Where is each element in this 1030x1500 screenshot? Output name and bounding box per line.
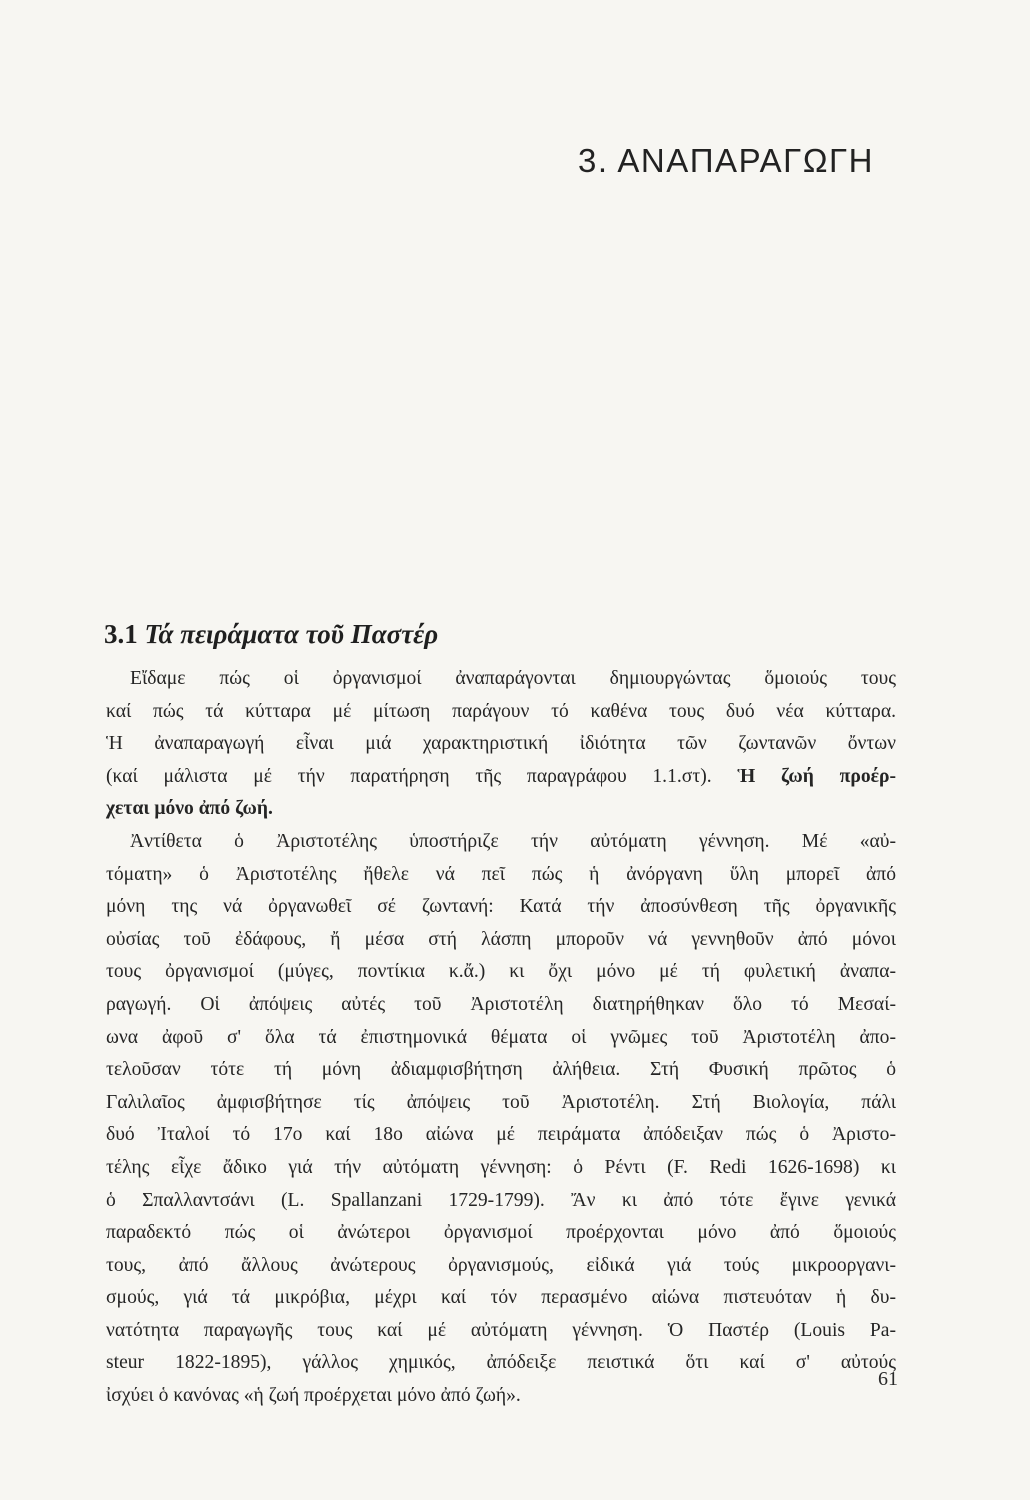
text-line: νατότητα παραγωγῆς τους καί μέ αὐτόματη γέννηση. Ὁ Παστέρ (Louis Pa- [106, 1319, 896, 1341]
text-line: παραδεκτό πώς οἱ ἀνώτεροι ὀργανισμοί προέρχονται μόνο ἀπό ὅμοιούς [106, 1222, 896, 1244]
text-line [106, 761, 896, 794]
section-heading [104, 619, 438, 650]
text-line: σμούς, γιά τά μικρόβια, μέχρι καί τόν περασμένο αἰώνα πιστευόταν ἡ δυ- [106, 1287, 896, 1309]
text-line: τελοῦσαν τότε τή μόνη ἀδιαμφισβήτηση ἀλήθεια. Στή Φυσική πρῶτος ὁ [106, 1059, 896, 1081]
page-number: 61 [878, 1368, 898, 1390]
text-line: τους ὀργανισμοί (μύγες, ποντίκια κ.ἄ.) κι ὄχι μόνο μέ τή φυλετική ἀναπα- [106, 961, 896, 983]
text-line: Γαλιλαῖος ἀμφισβήτησε τίς ἀπόψεις τοῦ Ἀριστοτέλη. Στή Βιολογία, πάλι [106, 1091, 896, 1113]
text-line: τους, ἀπό ἄλλους ἀνώτερους ὀργανισμούς, εἰδικά γιά τούς μικροοργανι- [106, 1254, 896, 1276]
text-line: καί πώς τά κύτταρα μέ μίτωση παράγουν τό καθένα τους δυό νέα κύτταρα. [106, 700, 896, 722]
text-line: ὁ Σπαλλαντσάνι (L. Spallanzani 1729-1799). Ἄν κι ἀπό τότε ἔγινε γενικά [106, 1189, 896, 1211]
text-line: Ἀντίθετα ὁ Ἀριστοτέλης ὑποστήριζε τήν αὐτόματη γέννηση. Μέ «αὐ- [130, 830, 896, 852]
section-title-text: Τά πειράματα τοῦ Παστέρ [144, 619, 439, 649]
text-line: Ἡ ἀναπαραγωγή εἶναι μιά χαρακτηριστική ἰδιότητα τῶν ζωντανῶν ὄντων [106, 733, 896, 755]
text-line: τέλης εἶχε ἄδικο γιά τήν αὐτόματη γέννηση: ὁ Ρέντι (F. Redi 1626-1698) κι [106, 1156, 896, 1178]
text-line: ραγωγή. Οἱ ἀπόψεις αὐτές τοῦ Ἀριστοτέλη διατηρήθηκαν ὅλο τό Μεσαί- [106, 993, 896, 1015]
text-line: ἰσχύει ὁ κανόνας «ἡ ζωή προέρχεται μόνο ἀπό ζωή». [106, 1385, 521, 1407]
text-line: τόματη» ὁ Ἀριστοτέλης ἤθελε νά πεῖ πώς ἡ ἀνόργανη ὕλη μπορεῖ ἀπό [106, 863, 896, 885]
text-line: οὐσίας τοῦ ἐδάφους, ἤ μέσα στή λάσπη μποροῦν νά γεννηθοῦν ἀπό μόνοι [106, 928, 896, 950]
text-line: Εἴδαμε πώς οἱ ὀργανισμοί ἀναπαράγονται δημιουργώντας ὅμοιούς τους [130, 668, 896, 689]
text-line: μόνη της νά ὀργανωθεῖ σέ ζωντανή: Κατά τήν ἀποσύνθεση τῆς ὀργανικῆς [106, 896, 896, 918]
text-line: ωνα ἀφοῦ σ' ὅλα τά ἐπιστημονικά θέματα οἱ γνῶμες τοῦ Ἀριστοτέλη ἀπο- [106, 1026, 896, 1048]
emphasis-line: χεται μόνο ἀπό ζωή. [106, 798, 273, 820]
text-fragment: (καί μάλιστα μέ τήν παρατήρηση τῆς παραγράφου 1.1.στ). [106, 765, 712, 787]
chapter-title: 3. ΑΝΑΠΑΡΑΓΩΓΗ [578, 142, 874, 179]
emphasis-text: Ἡ ζωή προέρ- [737, 765, 897, 787]
text-line: δυό Ἰταλοί τό 17ο καί 18ο αἰώνα μέ πειράματα ἀπόδειξαν πώς ὁ Ἀριστο- [106, 1124, 896, 1146]
body-text [106, 663, 896, 1413]
section-number: 3.1 [104, 619, 138, 649]
text-line: steur 1822-1895), γάλλος χημικός, ἀπόδειξε πειστικά ὅτι καί σ' αὐτούς [106, 1352, 896, 1374]
